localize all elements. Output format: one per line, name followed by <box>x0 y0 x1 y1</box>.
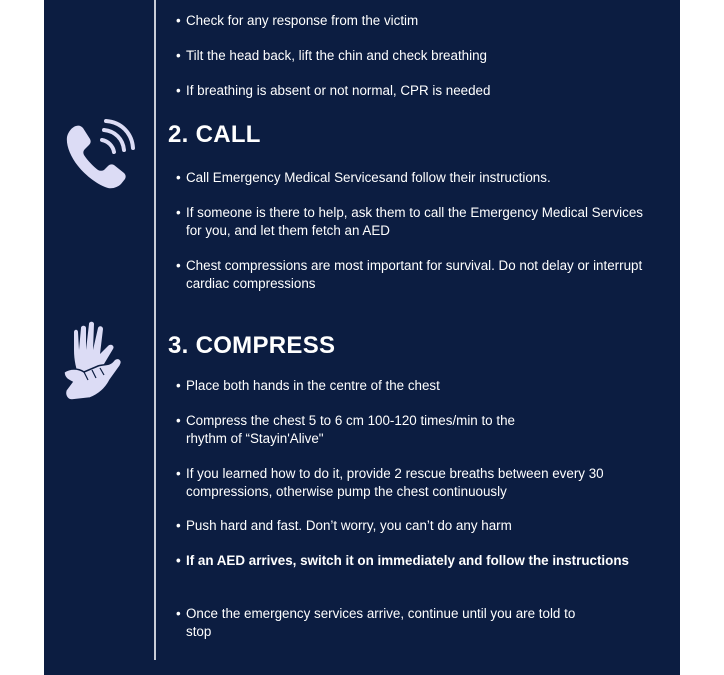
hands-compression-icon <box>58 320 130 404</box>
phone-icon <box>62 118 136 192</box>
compress-bullet-4: • Push hard and fast. Don’t worry, you can’t do any harm <box>176 517 656 535</box>
page-background-corner <box>680 553 724 675</box>
compress-bullet-5: • If an AED arrives, switch it on immediately and follow the instructions <box>176 552 656 570</box>
compress-bullet-1: • Place both hands in the centre of the chest <box>176 377 656 395</box>
compress-bullet-6: • Once the emergency services arrive, continue until you are told to stop <box>176 605 596 640</box>
call-bullet-3: • Chest compressions are most important for survival. Do not delay or interrupt cardiac compressions <box>176 257 656 292</box>
check-bullet-3: • If breathing is absent or not normal, CPR is needed <box>176 82 656 100</box>
call-bullet-1: • Call Emergency Medical Servicesand follow their instructions. <box>176 169 656 187</box>
check-bullet-2: • Tilt the head back, lift the chin and check breathing <box>176 47 656 65</box>
section-title-call: 2. CALL <box>168 121 261 148</box>
timeline-divider <box>154 0 156 660</box>
section-title-compress: 3. COMPRESS <box>168 332 336 359</box>
content-panel <box>44 0 680 675</box>
call-bullet-2: • If someone is there to help, ask them to call the Emergency Medical Services for you, and let them fetch an AED <box>176 204 656 239</box>
compress-bullet-3: • If you learned how to do it, provide 2 rescue breaths between every 30 compressions, otherwise pump the chest continuously <box>176 465 656 500</box>
compress-bullet-2: • Compress the chest 5 to 6 cm 100-120 times/min to the rhythm of “Stayin'Alive" <box>176 412 516 447</box>
check-bullet-1: • Check for any response from the victim <box>176 12 656 30</box>
